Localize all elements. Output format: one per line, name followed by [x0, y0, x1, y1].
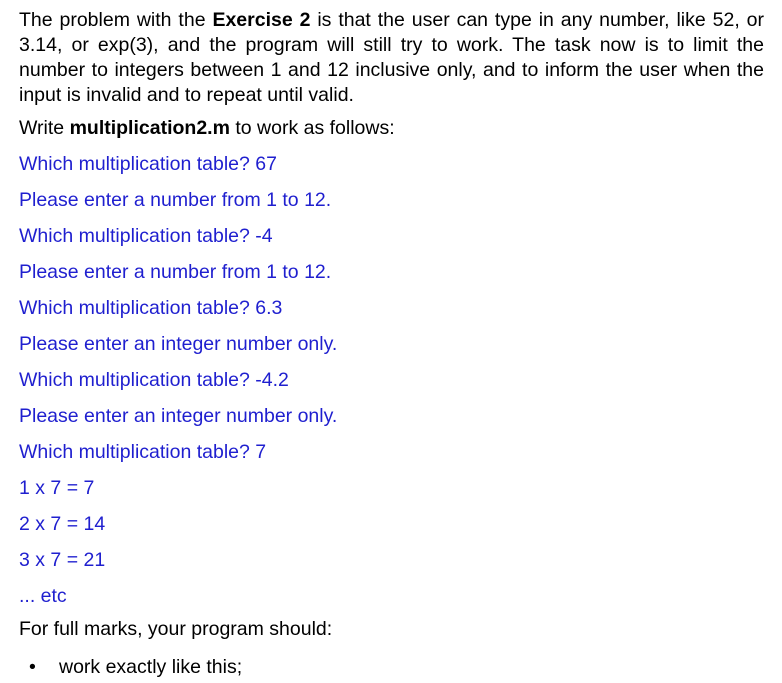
console-line: Which multiplication table? -4 [19, 225, 273, 247]
console-line: Which multiplication table? 7 [19, 441, 267, 463]
example-console-output [19, 152, 764, 620]
document-page [19, 8, 764, 679]
exercise-reference: Exercise 2 [212, 9, 311, 31]
console-line: Which multiplication table? 6.3 [19, 297, 283, 319]
intro-paragraph [19, 8, 764, 108]
console-line: Please enter a number from 1 to 12. [19, 189, 332, 211]
write-text-2: to work as follows: [229, 117, 395, 139]
console-line: ... etc [19, 585, 67, 607]
console-line: Please enter a number from 1 to 12. [19, 261, 332, 283]
criteria-bullet-item [19, 655, 764, 679]
intro-text-2: is that the user can type in any number, like 52, or 3.14, or exp(3), and the program will still try to work. The task now is to limit the number to integers between 1 and 12 inclusive only, and to inform the user when the input is invalid and to repeat until valid. [19, 9, 764, 106]
console-line: Which multiplication table? -4.2 [19, 369, 289, 391]
console-line: Which multiplication table? 67 [19, 153, 277, 175]
marking-criteria-heading: For full marks, your program should: [19, 618, 333, 640]
console-line: 3 x 7 = 21 [19, 549, 106, 571]
console-line: 2 x 7 = 14 [19, 513, 106, 535]
write-instruction [19, 116, 764, 141]
bullet-icon: • [29, 656, 36, 678]
console-line: Please enter an integer number only. [19, 333, 338, 355]
console-line: Please enter an integer number only. [19, 405, 338, 427]
criteria-bullet-text: work exactly like this; [59, 656, 243, 678]
intro-text-1: The problem with the [19, 9, 213, 31]
filename: multiplication2.m [69, 117, 230, 139]
console-line: 1 x 7 = 7 [19, 477, 95, 499]
write-text-1: Write [19, 117, 70, 139]
